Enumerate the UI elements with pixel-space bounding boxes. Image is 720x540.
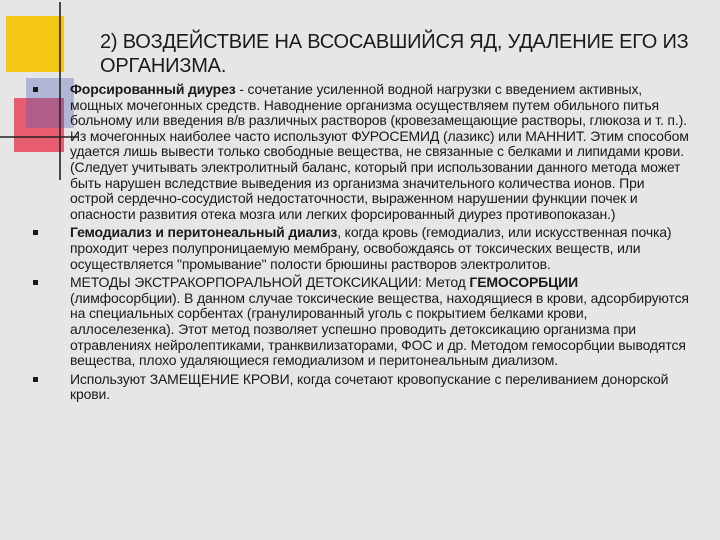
term-dialysis: Гемодиализ и перитонеальный диализ (70, 224, 338, 241)
list-item-dialysis (26, 225, 690, 272)
square-bullet-icon (33, 377, 38, 382)
text-dialysis: , когда кровь (гемодиализ, или искусственная почка) проходит через полупроницаемую мембрану, освобождаясь от токсических веществ, или осуществляется "промывание" полости брюшины растворов электролитов. (70, 224, 672, 272)
deco-yellow-square (6, 16, 64, 72)
term-hemosorption: ГЕМОСОРБЦИИ (469, 274, 579, 291)
prefix-hemosorption: МЕТОДЫ ЭКСТРАКОРПОРАЛЬНОЙ ДЕТОКСИКАЦИИ: Метод (70, 274, 470, 291)
slide-title: 2) ВОЗДЕЙСТВИЕ НА ВСОСАВШИЙСЯ ЯД, УДАЛЕНИЕ ЕГО ИЗ ОРГАНИЗМА. (100, 31, 689, 77)
text-forced-diuresis: - сочетание усиленной водной нагрузки с введением активных, мощных мочегонных средств. Наводнение организма осуществляем путем обильного питья больному или введения в/в различных растворов (кровезамещающие растворы, глюкоза и т. п.). Из мочегонных наиболее часто используют ФУРОСЕМИД (лазикс) или МАННИТ. Этим способом удается лишь вывести только свободные вещества, не связанные с белками и липидами крови. (Следует учитывать электролитный баланс, который при использовании данного метода может быть нарушен вследствие выведения из организма значительного количества ионов. При острой сердечно-сосудистой недостаточности, выраженном нарушении функции почек и опасности развития отека мозга или легких форсированный диурез противопоказан.) (70, 81, 689, 222)
list-item-blood-replacement (26, 372, 690, 403)
content-list (26, 82, 690, 406)
text-blood-replacement: Используют ЗАМЕЩЕНИЕ КРОВИ, когда сочетают кровопускание с переливанием донорской крови. (70, 370, 669, 403)
square-bullet-icon (33, 87, 38, 92)
list-item-forced-diuresis (26, 82, 690, 222)
text-hemosorption: (лимфосорбции). В данном случае токсические вещества, находящиеся в крови, адсорбируются на специальных сорбентах (гранулированный уголь с покрытием белками крови, аллоселезенка). Этот метод позволяет успешно проводить детоксикацию организма при отравлениях нейролептиками, транквилизаторами, ФОС и др. Методом гемосорбции выводятся вещества, плохо удаляющиеся гемодиализом и перитонеальным диализом. (70, 289, 689, 369)
term-forced-diuresis: Форсированный диурез (70, 81, 236, 97)
list-item-hemosorption (26, 275, 690, 369)
square-bullet-icon (33, 280, 38, 285)
square-bullet-icon (33, 230, 38, 235)
